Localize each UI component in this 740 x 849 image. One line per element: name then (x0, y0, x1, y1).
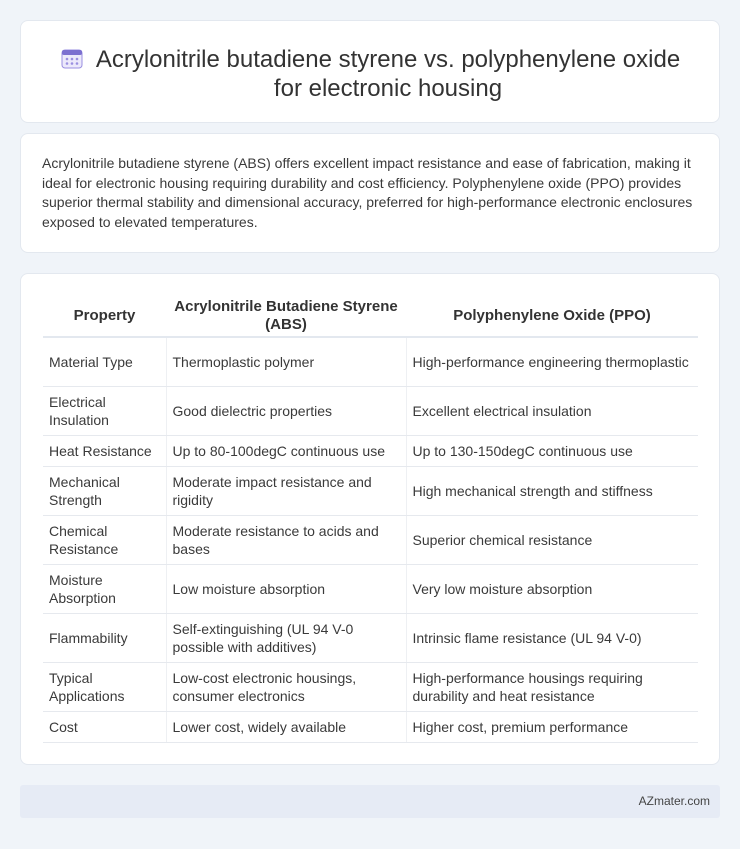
intro-paragraph: Acrylonitrile butadiene styrene (ABS) offers excellent impact resistance and ease of fabrication, making it ideal for electronic housing requiring durability and cost efficiency. Polyphenylene oxide (PPO) provides superior thermal stability and dimensional accuracy, preferred for high-performance electronic enclosures exposed to elevated temperatures. (42, 155, 693, 230)
table-header-row (43, 296, 698, 337)
cell-abs: Lower cost, widely available (166, 711, 406, 742)
cell-property: Moisture Absorption (43, 564, 166, 613)
table-row (43, 386, 698, 435)
comparison-table (43, 296, 698, 743)
cell-abs: Low-cost electronic housings, consumer electronics (166, 662, 406, 711)
table-row (43, 515, 698, 564)
footer-site-link[interactable]: AZmater.com (638, 794, 710, 808)
cell-abs: Moderate impact resistance and rigidity (166, 466, 406, 515)
cell-ppo: Superior chemical resistance (406, 515, 698, 564)
cell-ppo: Very low moisture absorption (406, 564, 698, 613)
cell-property: Typical Applications (43, 662, 166, 711)
cell-property: Electrical Insulation (43, 386, 166, 435)
cell-ppo: Higher cost, premium performance (406, 711, 698, 742)
cell-abs: Low moisture absorption (166, 564, 406, 613)
header-ppo: Polyphenylene Oxide (PPO) (406, 296, 698, 337)
cell-property: Cost (43, 711, 166, 742)
cell-abs: Thermoplastic polymer (166, 337, 406, 386)
cell-ppo: Up to 130-150degC continuous use (406, 435, 698, 466)
table-row (43, 337, 698, 386)
cell-abs: Good dielectric properties (166, 386, 406, 435)
cell-abs: Up to 80-100degC continuous use (166, 435, 406, 466)
cell-ppo: High-performance engineering thermoplastic (406, 337, 698, 386)
title-card (20, 20, 720, 123)
cell-property: Flammability (43, 613, 166, 662)
table-row (43, 435, 698, 466)
cell-ppo: High-performance housings requiring durability and heat resistance (406, 662, 698, 711)
table-row (43, 466, 698, 515)
header-abs: Acrylonitrile Butadiene Styrene (ABS) (166, 296, 406, 337)
table-row (43, 613, 698, 662)
table-row (43, 662, 698, 711)
cell-property: Chemical Resistance (43, 515, 166, 564)
cell-ppo: High mechanical strength and stiffness (406, 466, 698, 515)
cell-abs: Self-extinguishing (UL 94 V-0 possible with additives) (166, 613, 406, 662)
footer (20, 785, 720, 818)
cell-ppo: Excellent electrical insulation (406, 386, 698, 435)
cell-abs: Moderate resistance to acids and bases (166, 515, 406, 564)
table-row (43, 564, 698, 613)
cell-property: Material Type (43, 337, 166, 386)
page-title: Acrylonitrile butadiene styrene vs. polyphenylene oxide for electronic housing (95, 46, 681, 102)
comparison-card (20, 273, 720, 765)
cell-property: Heat Resistance (43, 435, 166, 466)
cell-ppo: Intrinsic flame resistance (UL 94 V-0) (406, 613, 698, 662)
intro-card (20, 133, 720, 253)
cell-property: Mechanical Strength (43, 466, 166, 515)
table-row (43, 711, 698, 742)
header-property: Property (43, 296, 166, 337)
